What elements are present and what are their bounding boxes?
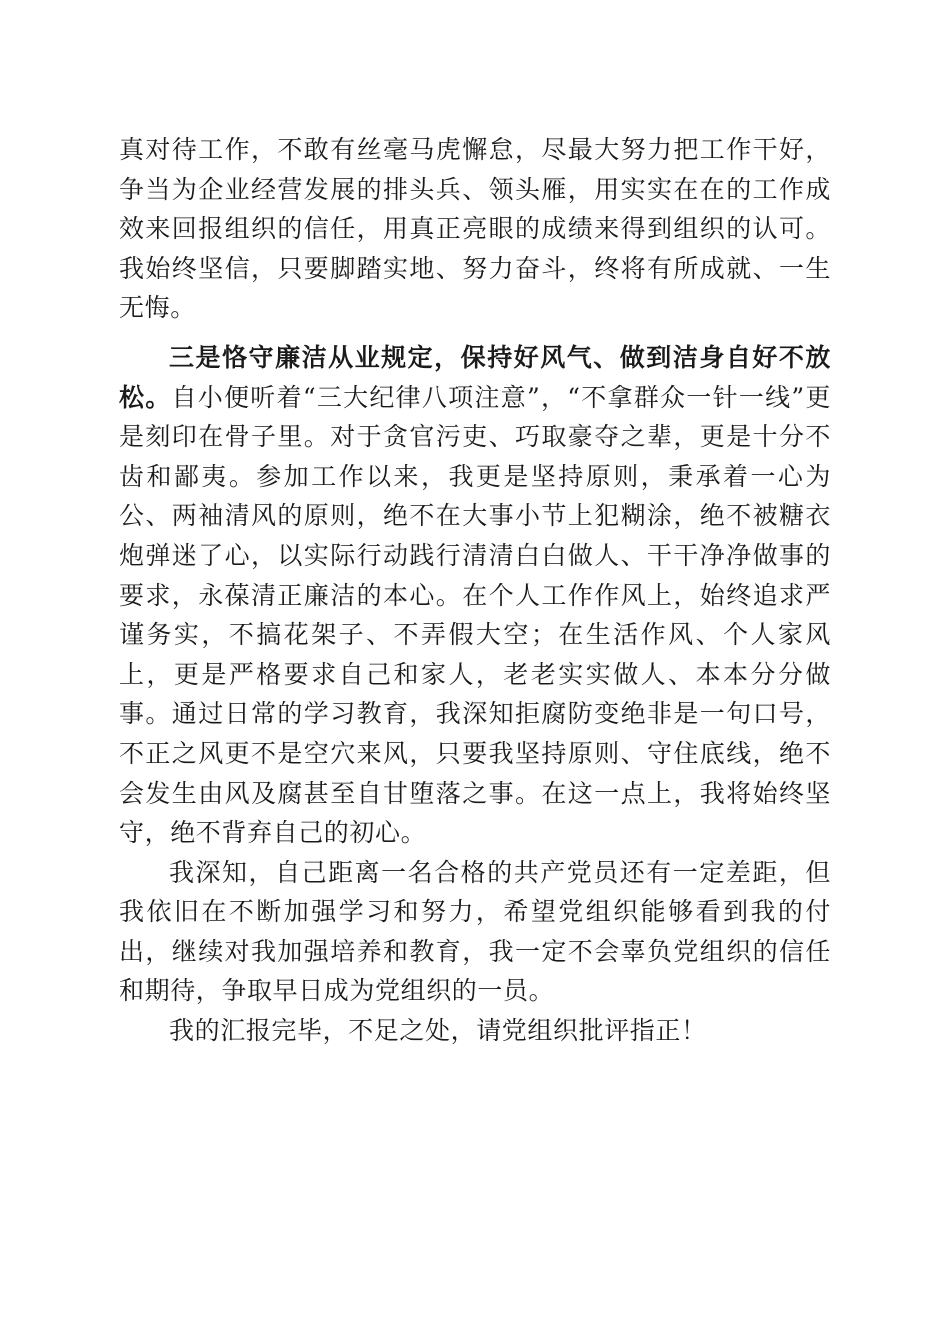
paragraph-text: 我深知，自己距离一名合格的共产党员还有一定差距，但我依旧在不断加强学习和努力，希望党组织能够看到我的付出，继续对我加强培养和教育，我一定不会辜负党组织的信任和期待，争取早日成为党组织的一员。 — [119, 857, 831, 1006]
paragraph-integrity — [119, 338, 831, 853]
paragraph-text: 自小便听着“三大纪律八项注意”，“不拿群众一针一线”更是刻印在骨子里。对于贪官污吏、巧取豪夺之辈，更是十分不齿和鄙夷。参加工作以来，我更是坚持原则，秉承着一心为公、两袖清风的原则，绝不在大事小节上犯糊涂，绝不被糖衣炮弹迷了心，以实际行动践行清清白白做人、干干净净做事的要求，永葆清正廉洁的本心。在个人工作作风上，始终追求严谨务实，不搞花架子、不弄假大空；在生活作风、个人家风上，更是严格要求自己和家人，老老实实做人、本本分分做事。通过日常的学习教育，我深知拒腐防变绝非是一句口号，不正之风更不是空穴来风，只要我坚持原则、守住底线，绝不会发生由风及腐甚至自甘堕落之事。在这一点上，我将始终坚守，绝不背弃自己的初心。 — [119, 382, 832, 848]
document-body — [119, 130, 831, 1051]
paragraph-text: 我的汇报完毕，不足之处，请党组织批评指正！ — [169, 1016, 707, 1046]
paragraph-lead-heading: 三是恪守廉洁从业规定，保持好风气、做到洁身自好不放松。 — [119, 342, 831, 412]
paragraph-text: 真对待工作，不敢有丝毫马虎懈怠，尽最大努力把工作干好，争当为企业经营发展的排头兵、领头雁，用实实在在的工作成效来回报组织的信任，用真正亮眼的成绩来得到组织的认可。我始终坚信，只要脚踏实地、努力奋斗，终将有所成就、一生无悔。 — [119, 135, 831, 323]
paragraph-continuation — [119, 130, 831, 328]
paragraph-gap — [119, 328, 831, 338]
paragraph-self-assessment — [119, 853, 831, 1011]
paragraph-closing — [119, 1011, 831, 1051]
